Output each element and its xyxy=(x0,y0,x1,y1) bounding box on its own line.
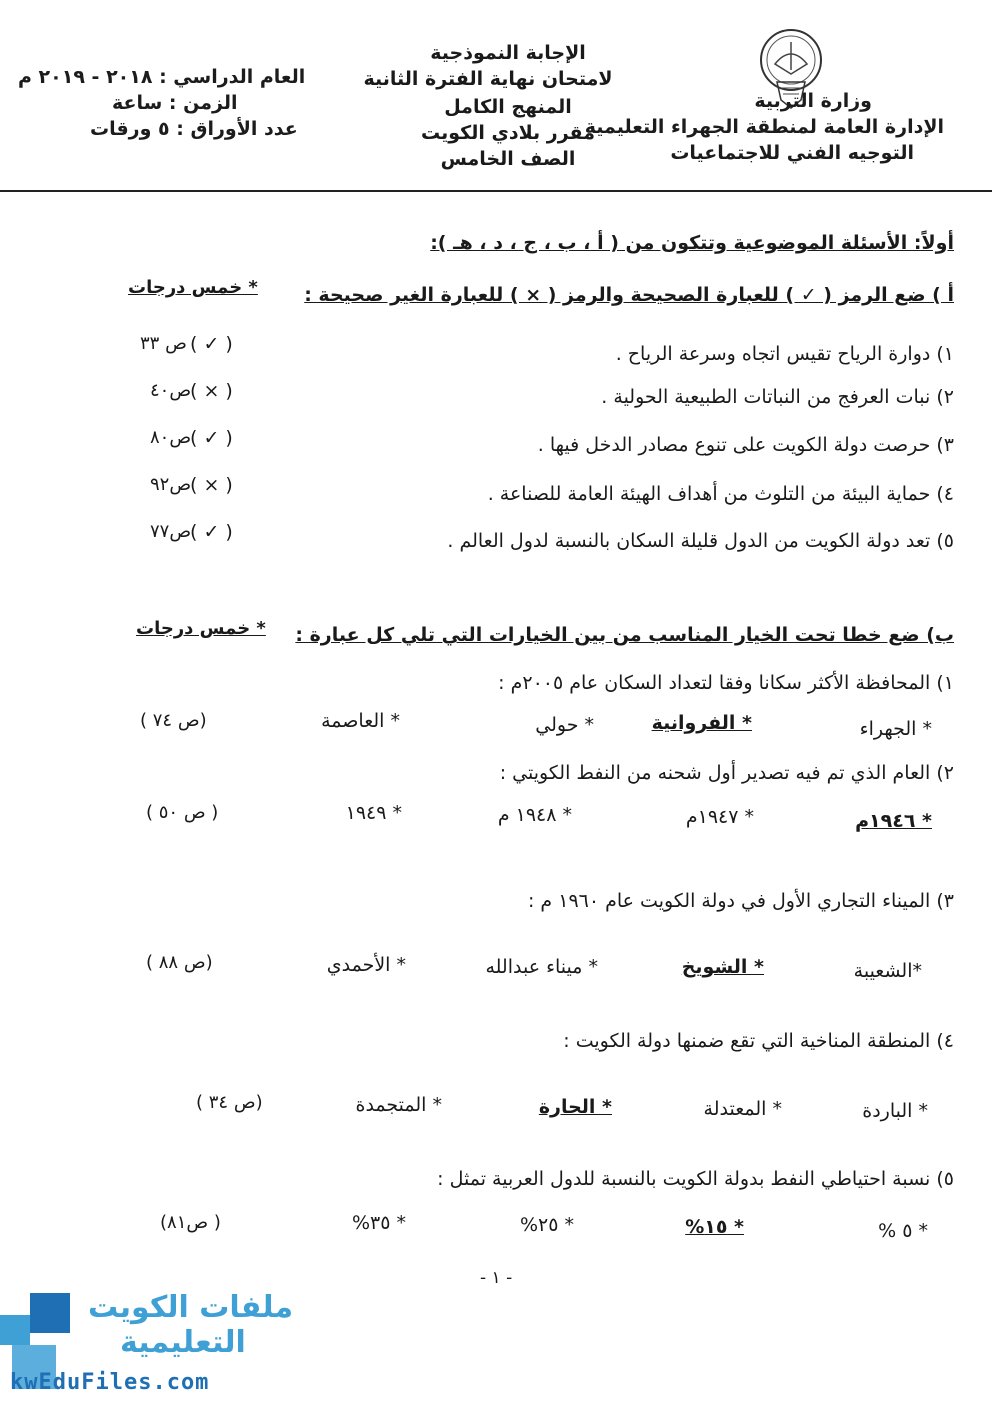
option-q1-3: * حولي xyxy=(535,714,594,736)
curriculum-label: المنهج الكامل xyxy=(444,96,572,118)
ministry-line-2: الإدارة العامة لمنطقة الجهراء التعليمية xyxy=(584,116,944,138)
option-q5-4: * ٣٥% xyxy=(351,1212,406,1234)
part-a-mark-4: ( × ) xyxy=(190,474,233,496)
option-q4-2: * المعتدلة xyxy=(703,1098,782,1120)
option-q2-1-answer: * ١٩٤٦م xyxy=(855,810,932,832)
option-q5-2-answer: * ١٥% xyxy=(685,1216,744,1238)
part-a-ref-1: ص ٣٣ xyxy=(140,333,187,354)
part-b-question-5: ٥) نسبة احتياطي النفط بدولة الكويت بالنسبة للدول العربية تمثل : xyxy=(437,1168,954,1190)
part-b-ref-3: (ص ٨٨ ) xyxy=(146,952,213,973)
part-a-mark-2: ( × ) xyxy=(190,380,233,402)
option-q2-4: * ١٩٤٩ xyxy=(345,802,402,824)
grade-level-label: الصف الخامس xyxy=(440,148,576,170)
section-one-title: أولاً: الأسئلة الموضوعية وتتكون من ( أ ، ب ، ج ، د ، هـ ): xyxy=(430,232,954,254)
option-q1-2-answer: * الفروانية xyxy=(651,712,752,734)
part-b-question-1: ١) المحافظة الأكثر سكانا وفقا لتعداد السكان عام ٢٠٠٥م : xyxy=(498,672,954,694)
option-q2-2: * ١٩٤٧م xyxy=(685,806,754,828)
part-a-title: أ ) ضع الرمز ( ✓ ) للعبارة الصحيحة والرمز ( × ) للعبارة الغير صحيحة : xyxy=(304,284,954,306)
page-count: عدد الأوراق : ٥ ورقات xyxy=(90,118,298,140)
part-a-ref-4: ص٩٢ xyxy=(150,474,192,495)
part-a-item-3: ٣) حرصت دولة الكويت على تنوع مصادر الدخل فيها . xyxy=(537,434,954,456)
part-a-item-4: ٤) حماية البيئة من التلوث من أهداف الهيئة العامة للصناعة . xyxy=(487,483,954,505)
option-q2-3: * ١٩٤٨ م xyxy=(497,804,572,826)
part-a-ref-2: ص٤٠ xyxy=(150,380,192,401)
part-a-mark-3: ( ✓ ) xyxy=(190,427,233,449)
option-q1-4: * العاصمة xyxy=(321,710,400,732)
part-b-grade: * خمس درجات xyxy=(136,618,266,639)
option-q5-3: * ٢٥% xyxy=(519,1214,574,1236)
part-b-ref-2: ( ص ٥٠ ) xyxy=(146,802,219,823)
option-q4-1: * الباردة xyxy=(862,1100,928,1122)
option-q4-3-answer: * الحارة xyxy=(538,1096,612,1118)
course-label: مقرر بلادي الكويت xyxy=(420,122,595,144)
logo-text-line-2: التعليمية xyxy=(120,1325,246,1360)
option-q4-4: * المتجمدة xyxy=(355,1094,442,1116)
exam-period-title: لامتحان نهاية الفترة الثانية xyxy=(363,68,613,90)
part-a-item-2: ٢) نبات العرفج من النباتات الطبيعية الحولية . xyxy=(601,386,954,408)
option-q3-3: * ميناء عبدالله xyxy=(485,956,598,978)
part-a-ref-5: ص٧٧ xyxy=(150,521,192,542)
part-a-mark-5: ( ✓ ) xyxy=(190,521,233,543)
part-b-ref-4: (ص ٣٤ ) xyxy=(196,1092,263,1113)
option-q3-2-answer: * الشويخ xyxy=(681,956,764,978)
header-divider xyxy=(0,190,992,192)
part-b-question-3: ٣) الميناء التجاري الأول في دولة الكويت عام ١٩٦٠ م : xyxy=(527,890,954,912)
academic-year: العام الدراسي : ٢٠١٨ - ٢٠١٩ م xyxy=(18,66,306,88)
part-b-ref-5: ( ص٨١) xyxy=(160,1212,221,1233)
option-q1-1: * الجهراء xyxy=(859,718,932,740)
option-q3-1: *الشعيبة xyxy=(853,960,922,982)
logo-text-line-3[interactable]: kwEduFiles.com xyxy=(10,1370,210,1395)
page-number: - ١ - xyxy=(480,1268,513,1288)
ministry-line-1: وزارة التربية xyxy=(754,90,872,112)
exam-answer-title: الإجابة النموذجية xyxy=(430,42,586,64)
part-b-ref-1: (ص ٧٤ ) xyxy=(140,710,207,731)
exam-duration: الزمن : ساعة xyxy=(112,92,238,114)
part-b-question-2: ٢) العام الذي تم فيه تصدير أول شحنه من النفط الكويتي : xyxy=(499,762,954,784)
part-b-question-4: ٤) المنطقة المناخية التي تقع ضمنها دولة الكويت : xyxy=(563,1030,954,1052)
part-a-ref-3: ص٨٠ xyxy=(150,427,192,448)
part-a-item-5: ٥) تعد دولة الكويت من الدول قليلة السكان بالنسبة لدول العالم . xyxy=(447,530,954,552)
part-a-item-1: ١) دوارة الرياح تقيس اتجاه وسرعة الرياح . xyxy=(615,343,954,365)
part-b-title: ب) ضع خطا تحت الخيار المناسب من بين الخيارات التي تلي كل عبارة : xyxy=(295,624,954,646)
part-a-grade: * خمس درجات xyxy=(128,277,258,298)
option-q3-4: * الأحمدي xyxy=(326,954,406,976)
option-q5-1: * ٥ % xyxy=(878,1220,928,1242)
ministry-line-3: التوجيه الفني للاجتماعيات xyxy=(670,142,914,164)
part-a-mark-1: ( ✓ ) xyxy=(190,333,233,355)
logo-text-line-1: ملفات الكويت xyxy=(88,1290,294,1325)
